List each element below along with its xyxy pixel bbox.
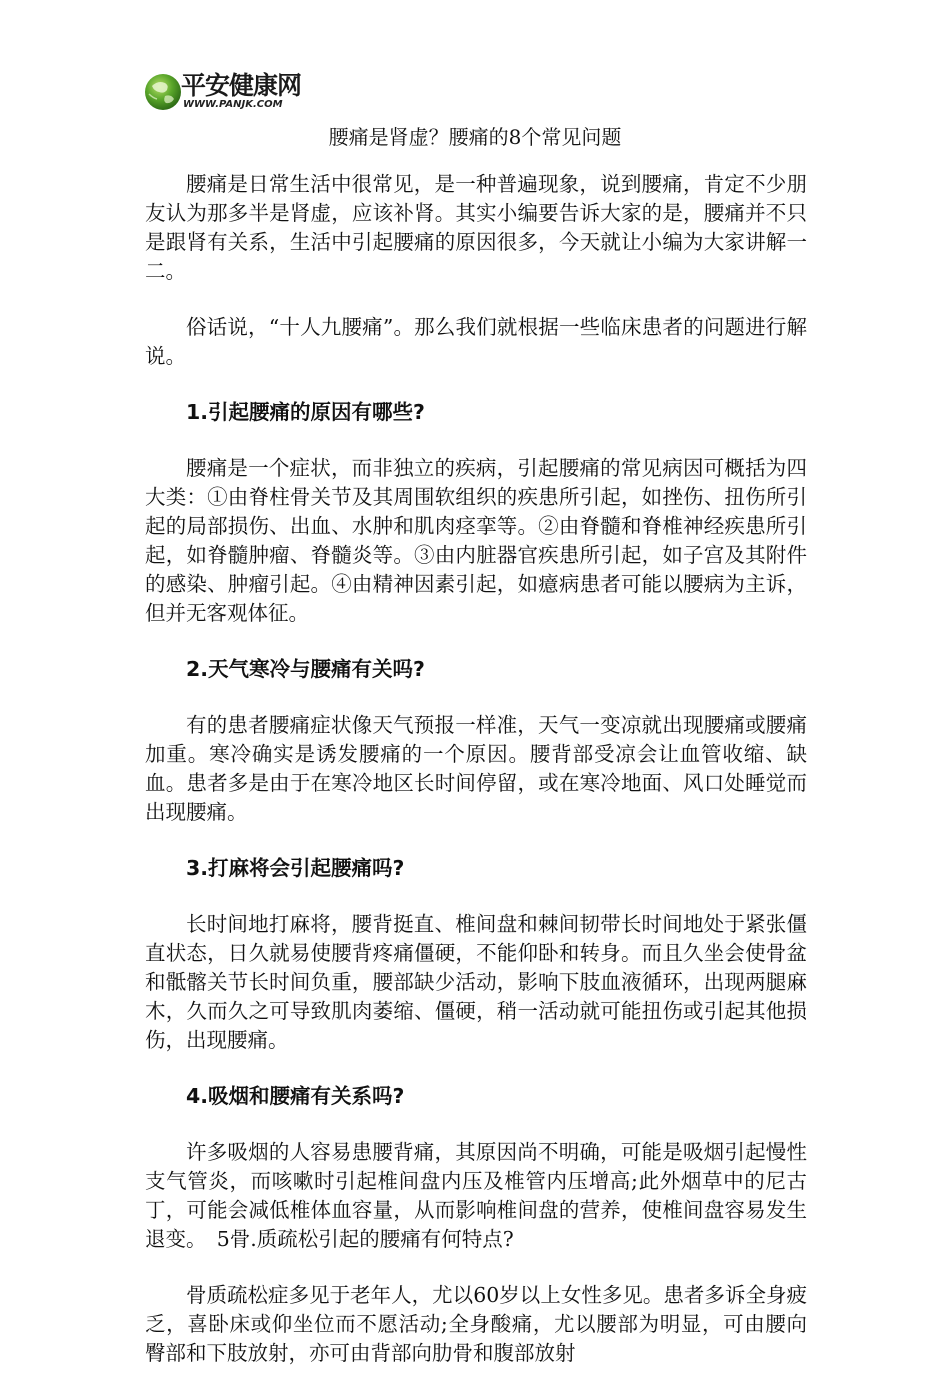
section-paragraph-3: 长时间地打麻将，腰背挺直、椎间盘和棘间韧带长时间地处于紧张僵直状态，日久就易使腰背疼痛僵硬，不能仰卧和转身。而且久坐会使骨盆和骶髂关节长时间负重，腰部缺少活动，影响下肢血液循环，出现两腿麻木，久而久之可导致肌肉萎缩、僵硬，稍一活动就可能扭伤或引起其他损伤，出现腰痛。 bbox=[145, 912, 807, 1052]
intro-paragraph-2: 俗话说，“十人九腰痛”。那么我们就根据一些临床患者的问题进行解说。 bbox=[145, 315, 807, 368]
page-title: 腰痛是肾虚？腰痛的8个常见问题 bbox=[328, 125, 622, 149]
section-heading-2: 2.天气寒冷与腰痛有关吗? bbox=[186, 657, 425, 681]
section-heading-4: 4.吸烟和腰痛有关系吗? bbox=[186, 1084, 405, 1108]
intro-paragraph-1: 腰痛是日常生活中很常见，是一种普遍现象，说到腰痛，肯定不少朋友认为那多半是肾虚，应该补肾。其实小编要告诉大家的是，腰痛并不只是跟肾有关系，生活中引起腰痛的原因很多，今天就让小编为大家讲解一二。 bbox=[145, 172, 807, 283]
site-logo[interactable] bbox=[143, 70, 343, 116]
section-paragraph-1: 腰痛是一个症状，而非独立的疾病，引起腰痛的常见病因可概括为四大类：①由脊柱骨关节及其周围软组织的疾患所引起，如挫伤、扭伤所引起的局部损伤、出血、水肿和肌肉痉挛等。②由脊髓和脊椎神经疾患所引起，如脊髓肿瘤、脊髓炎等。③由内脏器官疾患所引起，如子宫及其附件的感染、肿瘤引起。④由精神因素引起，如癔病患者可能以腰病为主诉，但并无客观体征。 bbox=[145, 456, 807, 625]
section-paragraph-2: 有的患者腰痛症状像天气预报一样准，天气一变凉就出现腰痛或腰痛加重。寒冷确实是诱发腰痛的一个原因。腰背部受凉会让血管收缩、缺血。患者多是由于在寒冷地区长时间停留，或在寒冷地面、风口处睡觉而出现腰痛。 bbox=[145, 713, 807, 824]
section-heading-3: 3.打麻将会引起腰痛吗? bbox=[186, 856, 405, 880]
section-paragraph-4: 许多吸烟的人容易患腰背痛，其原因尚不明确，可能是吸烟引起慢性支气管炎，而咳嗽时引起椎间盘内压及椎管内压增高;此外烟草中的尼古丁，可能会减低椎体血容量，从而影响椎间盘的营养，使椎间盘容易发生退变。 5骨.质疏松引起的腰痛有何特点? bbox=[145, 1140, 807, 1251]
section-heading-1: 1.引起腰痛的原因有哪些? bbox=[186, 400, 425, 424]
section-paragraph-5: 骨质疏松症多见于老年人，尤以60岁以上女性多见。患者多诉全身疲乏，喜卧床或仰坐位而不愿活动;全身酸痛，尤以腰部为明显，可由腰向臀部和下肢放射，亦可由背部向肋骨和腹部放射 bbox=[145, 1283, 807, 1365]
logo-url: WWW.PANJK.COM bbox=[183, 99, 283, 110]
article-body bbox=[145, 170, 807, 1395]
logo-name: 平安健康网 bbox=[181, 71, 302, 100]
globe-logo-icon bbox=[143, 72, 183, 112]
